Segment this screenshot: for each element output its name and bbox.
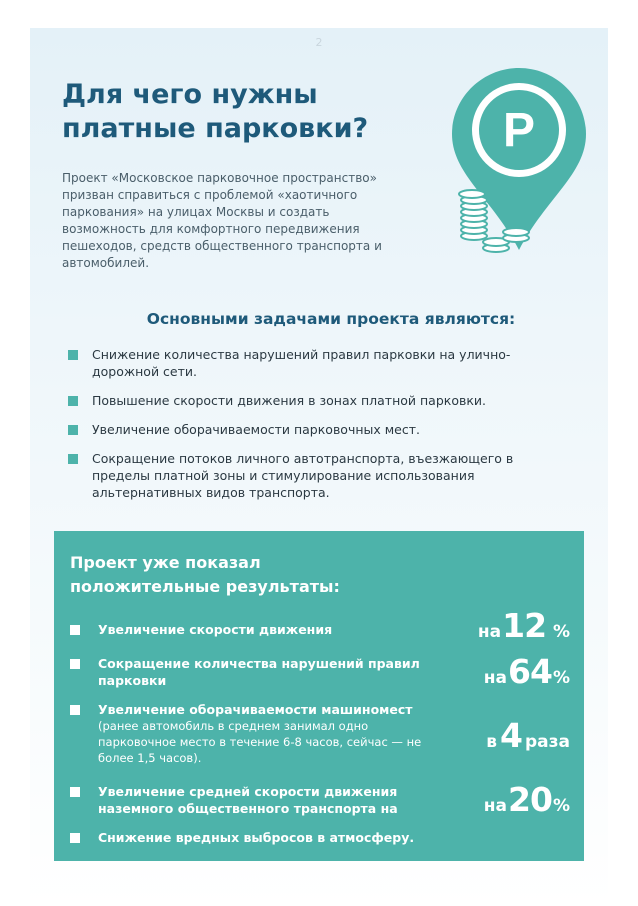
square-bullet-icon: [68, 350, 78, 360]
result-suffix: раза: [525, 732, 570, 752]
page-title: Для чего нужны платные парковки?: [62, 79, 369, 144]
result-subtext: (ранее автомобиль в среднем занимал одно парковочное место в течение 6-8 часов, сейчас — не более 1,5 часов).: [98, 719, 422, 765]
results-heading: Проект уже показал положительные результаты:: [70, 553, 340, 596]
square-bullet-icon: [68, 396, 78, 406]
task-item: Повышение скорости движения в зонах платной парковки.: [68, 392, 548, 409]
result-prefix: на: [483, 796, 508, 816]
result-prefix: в: [486, 732, 498, 752]
tasks-heading: Основными задачами проекта являются:: [146, 310, 516, 328]
intro-paragraph: Проект «Московское парковочное пространство» призван справиться с проблемой «хаотичного паркования» на улицах Москвы и создать возможность для комфортного передвижения пешеходов, средств общественного транспорта и автомобилей.: [62, 171, 382, 270]
square-bullet-icon: [70, 659, 80, 669]
page-number: 2: [315, 36, 323, 49]
result-number: 20: [508, 780, 552, 819]
result-text: Снижение вредных выбросов в атмосферу.: [98, 830, 415, 845]
result-number: 64: [508, 652, 552, 691]
square-bullet-icon: [70, 833, 80, 843]
result-number: 12: [502, 606, 547, 645]
result-text: Увеличение оборачиваемости машиномест (ранее автомобиль в среднем занимал одно парковочное место в течение 6-8 часов, сейчас — не более 1,5 часов).: [98, 701, 438, 766]
result-text: Сокращение количества нарушений правил парковки: [98, 656, 420, 688]
task-item: Снижение количества нарушений правил парковки на улично-дорожной сети.: [68, 346, 548, 380]
result-suffix: %: [547, 622, 570, 642]
result-value: [483, 652, 570, 691]
square-bullet-icon: [70, 787, 80, 797]
result-number: 4: [500, 716, 522, 755]
task-item: Сокращение потоков личного автотранспорта, въезжающего в пределы платной зоны и стимулирование использования альтернативных видов транспорта.: [68, 450, 548, 501]
result-suffix: %: [552, 668, 570, 688]
result-value: [486, 716, 570, 755]
task-item: Увеличение оборачиваемости парковочных мест.: [68, 421, 548, 438]
result-prefix: на: [477, 622, 502, 642]
result-text: Увеличение скорости движения: [98, 622, 333, 637]
square-bullet-icon: [70, 625, 80, 635]
tasks-list: [68, 346, 548, 513]
parking-letter: P: [502, 104, 536, 157]
result-suffix: %: [552, 796, 570, 816]
result-value: [483, 780, 570, 819]
square-bullet-icon: [68, 454, 78, 464]
square-bullet-icon: [68, 425, 78, 435]
square-bullet-icon: [70, 705, 80, 715]
parking-pin-icon: [444, 66, 594, 260]
result-prefix: на: [483, 668, 508, 688]
result-value: [477, 606, 570, 645]
result-text: Увеличение средней скорости движения наземного общественного транспорта на: [98, 784, 398, 816]
results-panel: [54, 531, 584, 861]
